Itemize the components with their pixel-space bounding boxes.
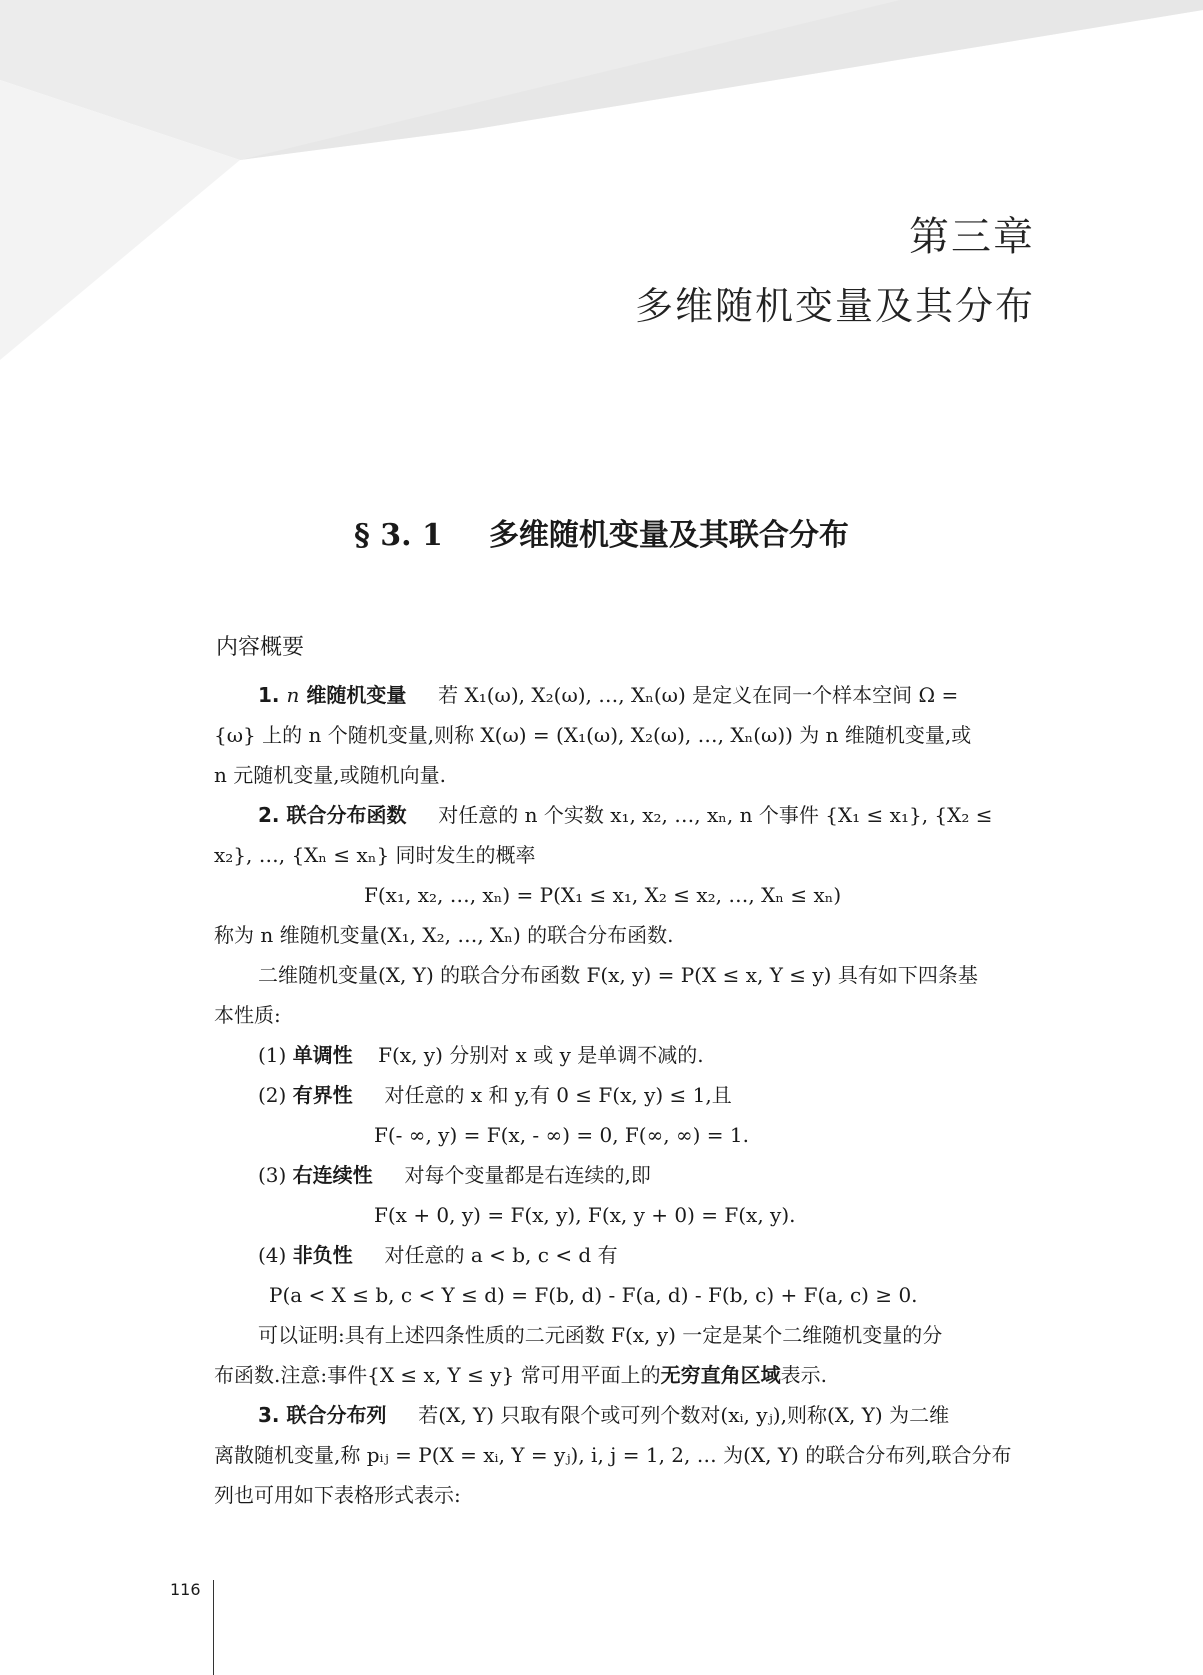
line: 列也可用如下表格形式表示:: [214, 1483, 461, 1507]
line: 表示.: [780, 1363, 827, 1387]
term-monotonic: 单调性: [292, 1043, 353, 1067]
term-infinite-region: 无穷直角区域: [660, 1363, 781, 1387]
term-right-continuous: 右连续性: [292, 1163, 373, 1187]
line: n 元随机变量,或随机向量.: [214, 763, 446, 787]
property-text: 对任意的 a < b, c < d 有: [384, 1243, 618, 1267]
term-joint-cdf: 2. 联合分布函数: [258, 803, 407, 827]
equation-joint-cdf: F(x₁, x₂, …, xₙ) = P(X₁ ≤ x₁, X₂ ≤ x₂, …, Xₙ ≤ xₙ): [364, 883, 842, 907]
property-bounded: [214, 1075, 1068, 1115]
term-nonnegative: 非负性: [292, 1243, 353, 1267]
chapter-title: 多维随机变量及其分布: [634, 284, 1035, 328]
equation-bounded: F(- ∞, y) = F(x, - ∞) = 0, F(∞, ∞) = 1.: [374, 1123, 749, 1147]
paragraph-joint-pmf: [214, 1395, 1068, 1435]
line: 二维随机变量(X, Y) 的联合分布函数 F(x, y) = P(X ≤ x, Y ≤ y) 具有如下四条基: [258, 963, 978, 987]
section-heading: [0, 510, 1203, 554]
page-divider: [213, 1580, 214, 1675]
paragraph-n-dim-rv: [214, 675, 1068, 715]
line: 若 X₁(ω), X₂(ω), …, Xₙ(ω) 是定义在同一个样本空间 Ω =: [438, 683, 959, 707]
section-number: § 3. 1: [354, 518, 443, 553]
property-number: (1): [258, 1043, 293, 1067]
line: 对任意的 n 个实数 x₁, x₂, …, xₙ, n 个事件 {X₁ ≤ x₁}, {X₂ ≤: [438, 803, 993, 827]
property-right-continuous: [214, 1155, 1068, 1195]
equation-nonnegative: P(a < X ≤ b, c < Y ≤ d) = F(b, d) - F(a, d) - F(b, c) + F(a, c) ≥ 0.: [269, 1283, 918, 1307]
term-n-dim-rv: 维随机变量: [299, 683, 407, 707]
overview-heading: 内容概要: [216, 635, 305, 660]
term-joint-pmf: 3. 联合分布列: [258, 1403, 387, 1427]
line: 布函数.注意:事件{X ≤ x, Y ≤ y} 常可用平面上的: [214, 1363, 661, 1387]
line: 若(X, Y) 只取有限个或可列个数对(xᵢ, yⱼ),则称(X, Y) 为二维: [418, 1403, 950, 1427]
equation-right-continuous: F(x + 0, y) = F(x, y), F(x, y + 0) = F(x, y).: [374, 1203, 796, 1227]
property-nonnegative: [214, 1235, 1068, 1275]
property-monotonic: [214, 1035, 1068, 1075]
section-title: 多维随机变量及其联合分布: [488, 518, 849, 553]
page-number: 116: [170, 1580, 201, 1599]
line: x₂}, …, {Xₙ ≤ xₙ} 同时发生的概率: [214, 843, 536, 867]
property-text: 对每个变量都是右连续的,即: [404, 1163, 651, 1187]
body-text: [214, 675, 1068, 1515]
line: 可以证明:具有上述四条性质的二元函数 F(x, y) 一定是某个二维随机变量的分: [258, 1323, 943, 1347]
term-variable: n: [286, 683, 300, 707]
line: 称为 n 维随机变量(X₁, X₂, …, Xₙ) 的联合分布函数.: [214, 923, 674, 947]
property-number: (2): [258, 1083, 293, 1107]
term-number: 1.: [258, 683, 287, 707]
line: {ω} 上的 n 个随机变量,则称 X(ω) = (X₁(ω), X₂(ω), …, Xₙ(ω)) 为 n 维随机变量,或: [214, 723, 972, 747]
property-number: (3): [258, 1163, 293, 1187]
paragraph-joint-cdf: [214, 795, 1068, 835]
property-number: (4): [258, 1243, 293, 1267]
chapter-number: 第三章: [909, 214, 1035, 260]
paragraph-note: [214, 1355, 1068, 1395]
line: 本性质:: [214, 1003, 281, 1027]
property-text: 对任意的 x 和 y,有 0 ≤ F(x, y) ≤ 1,且: [384, 1083, 732, 1107]
property-text: F(x, y) 分别对 x 或 y 是单调不减的.: [378, 1043, 704, 1067]
line: 离散随机变量,称 pᵢⱼ = P(X = xᵢ, Y = yⱼ), i, j = 1, 2, … 为(X, Y) 的联合分布列,联合分布: [214, 1443, 1012, 1467]
term-bounded: 有界性: [292, 1083, 353, 1107]
